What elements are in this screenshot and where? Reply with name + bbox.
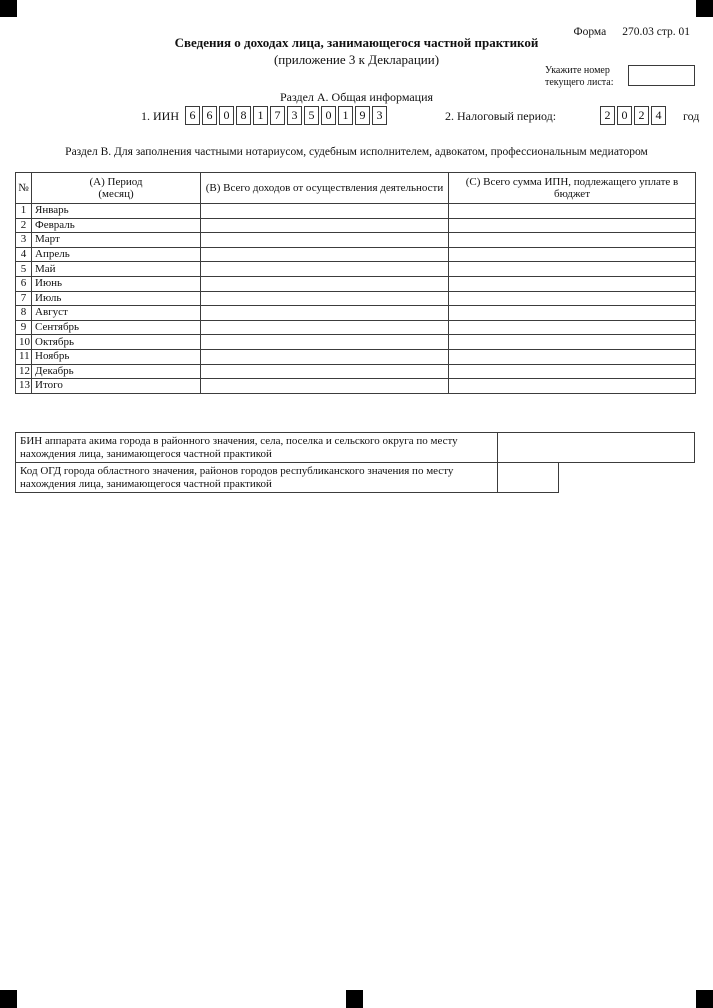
period-cell: Август (32, 306, 201, 321)
table-row (16, 320, 696, 335)
iin-digit-box[interactable]: 5 (304, 106, 319, 125)
tax-period-label: 2. Налоговый период: (445, 109, 557, 123)
row-number: 5 (16, 262, 32, 277)
ogd-field[interactable] (497, 462, 559, 493)
iin-digit-box[interactable]: 1 (338, 106, 353, 125)
registration-mark-top-right (696, 0, 713, 17)
tax-cell[interactable] (449, 233, 696, 248)
tax-period-digit-box[interactable]: 2 (634, 106, 649, 125)
period-cell: Май (32, 262, 201, 277)
income-cell[interactable] (201, 349, 449, 364)
table-row (16, 364, 696, 379)
row-number: 9 (16, 320, 32, 335)
table-row (16, 291, 696, 306)
registration-mark-bottom-center (346, 990, 363, 1008)
table-row (16, 349, 696, 364)
iin-digit-boxes (185, 106, 389, 125)
period-cell: Февраль (32, 218, 201, 233)
iin-label: 1. ИИН (141, 109, 179, 123)
tax-cell[interactable] (449, 379, 696, 394)
page-subtitle: (приложение 3 к Декларации) (273, 52, 440, 67)
row-number: 13 (16, 379, 32, 394)
tax-period-digit-boxes (600, 106, 668, 125)
bin-row (15, 432, 705, 463)
income-cell[interactable] (201, 320, 449, 335)
period-cell: Сентябрь (32, 320, 201, 335)
row-number: 7 (16, 291, 32, 306)
sheet-number-label-line1: Укажите номер (545, 65, 610, 76)
iin-digit-box[interactable]: 3 (287, 106, 302, 125)
table-row (16, 204, 696, 219)
period-cell: Июль (32, 291, 201, 306)
period-cell: Март (32, 233, 201, 248)
sheet-number-label (545, 65, 614, 88)
period-cell: Декабрь (32, 364, 201, 379)
header-period-line1: (А) Период (89, 175, 143, 188)
table-row (16, 218, 696, 233)
table-row (16, 335, 696, 350)
header-period (32, 173, 201, 204)
row-number: 2 (16, 218, 32, 233)
bin-field[interactable] (497, 432, 695, 463)
iin-digit-box[interactable]: 9 (355, 106, 370, 125)
income-cell[interactable] (201, 335, 449, 350)
form-number: 270.03 стр. 01 (622, 26, 690, 38)
period-cell: Октябрь (32, 335, 201, 350)
header-income: (В) Всего доходов от осуществления деятельности (201, 173, 449, 204)
year-suffix-label: год (683, 109, 700, 123)
form-label: Форма (573, 26, 607, 38)
period-cell: Апрель (32, 247, 201, 262)
income-cell[interactable] (201, 262, 449, 277)
period-cell: Июнь (32, 276, 201, 291)
registration-mark-bottom-right (696, 990, 713, 1008)
bin-label: БИН аппарата акима города в районного значения, села, поселка и сельского округа по месту нахождения лица, занимающегося частной практикой (15, 432, 498, 463)
row-number: 11 (16, 349, 32, 364)
tax-cell[interactable] (449, 306, 696, 321)
tax-cell[interactable] (449, 276, 696, 291)
section-b-heading: Раздел В. Для заполнения частными нотариусом, судебным исполнителем, адвокатом, профессиональным медиатором (65, 146, 648, 158)
tax-period-digit-box[interactable]: 0 (617, 106, 632, 125)
tax-cell[interactable] (449, 262, 696, 277)
tax-period-digit-box[interactable]: 2 (600, 106, 615, 125)
sheet-number-field[interactable] (628, 65, 695, 86)
table-row (16, 276, 696, 291)
iin-digit-box[interactable]: 6 (185, 106, 200, 125)
income-cell[interactable] (201, 233, 449, 248)
ogd-label: Код ОГД города областного значения, районов городов республиканского значения по месту нахождения лица, занимающегося частной практикой (15, 462, 498, 493)
iin-digit-box[interactable]: 1 (253, 106, 268, 125)
header-period-line2: (месяц) (98, 188, 134, 200)
tax-cell[interactable] (449, 218, 696, 233)
income-cell[interactable] (201, 204, 449, 219)
row-number: 3 (16, 233, 32, 248)
iin-digit-box[interactable]: 0 (321, 106, 336, 125)
income-table (15, 172, 696, 394)
iin-digit-box[interactable]: 0 (219, 106, 234, 125)
page-title: Сведения о доходах лица, занимающегося частной практикой (174, 35, 539, 50)
income-cell[interactable] (201, 247, 449, 262)
period-cell: Ноябрь (32, 349, 201, 364)
iin-digit-box[interactable]: 7 (270, 106, 285, 125)
table-header-row (16, 173, 696, 204)
tax-cell[interactable] (449, 364, 696, 379)
income-cell[interactable] (201, 291, 449, 306)
income-cell[interactable] (201, 276, 449, 291)
section-a-fields (0, 105, 713, 129)
tax-period-digit-box[interactable]: 4 (651, 106, 666, 125)
row-number: 10 (16, 335, 32, 350)
header-num: № (16, 173, 32, 204)
table-row (16, 262, 696, 277)
iin-digit-box[interactable]: 8 (236, 106, 251, 125)
income-cell[interactable] (201, 218, 449, 233)
row-number: 6 (16, 276, 32, 291)
income-cell[interactable] (201, 364, 449, 379)
row-number: 12 (16, 364, 32, 379)
iin-digit-box[interactable]: 6 (202, 106, 217, 125)
ogd-row (15, 462, 705, 493)
income-cell[interactable] (201, 379, 449, 394)
location-codes-block (15, 432, 705, 493)
row-number: 1 (16, 204, 32, 219)
tax-cell[interactable] (449, 204, 696, 219)
registration-mark-bottom-left (0, 990, 17, 1008)
iin-digit-box[interactable]: 3 (372, 106, 387, 125)
income-cell[interactable] (201, 306, 449, 321)
table-row (16, 379, 696, 394)
period-cell: Итого (32, 379, 201, 394)
tax-cell[interactable] (449, 320, 696, 335)
period-cell: Январь (32, 204, 201, 219)
table-row (16, 247, 696, 262)
header-tax: (С) Всего сумма ИПН, подлежащего уплате в бюджет (449, 173, 696, 204)
tax-cell[interactable] (449, 291, 696, 306)
tax-cell[interactable] (449, 247, 696, 262)
section-a-heading: Раздел А. Общая информация (279, 90, 434, 104)
sheet-number-label-line2: текущего листа: (545, 76, 614, 88)
table-row (16, 306, 696, 321)
row-number: 8 (16, 306, 32, 321)
row-number: 4 (16, 247, 32, 262)
registration-mark-top-left (0, 0, 17, 17)
table-row (16, 233, 696, 248)
tax-cell[interactable] (449, 349, 696, 364)
tax-cell[interactable] (449, 335, 696, 350)
